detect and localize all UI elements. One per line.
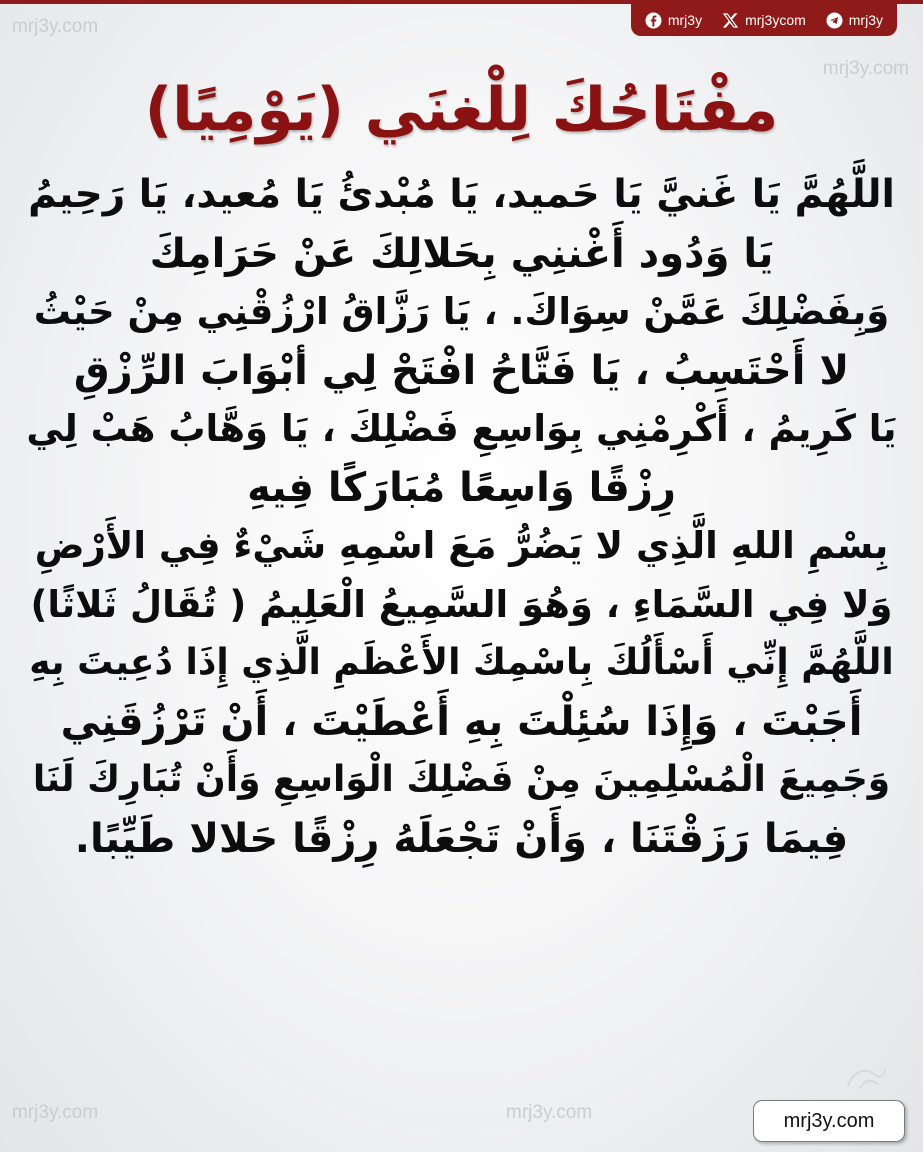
social-telegram[interactable] xyxy=(826,12,883,29)
dua-line: فِيمَا رَزَقْتَنَا ، وَأَنْ تَجْعَلَهُ رِزْقًا حَلالا طَيِّبًا. xyxy=(74,815,849,862)
watermark-top-right: mrj3y.com xyxy=(822,58,909,79)
facebook-handle: mrj3y xyxy=(667,12,703,28)
x-handle: mrj3ycom xyxy=(745,12,806,28)
telegram-handle: mrj3y xyxy=(848,12,883,28)
watermark-bottom-left: mrj3y.com xyxy=(12,1102,99,1123)
x-icon xyxy=(722,12,739,29)
dua-line: وَبِفَضْلِكَ عَمَّنْ سِوَاكَ. ، يَا رَزَّاقُ ارْزُقْنِي مِنْ حَيْثُ xyxy=(33,290,890,333)
facebook-icon xyxy=(645,12,662,29)
dua-line: يَا كَرِيمُ ، أَكْرِمْنِي بِوَاسِعِ فَضْلِكَ ، يَا وَهَّابُ هَبْ لِي xyxy=(26,407,897,450)
decorative-ornament-icon xyxy=(844,1064,888,1094)
dua-line: بِسْمِ اللهِ الَّذِي لا يَضُرُّ مَعَ اسْمِهِ شَيْءٌ فِي الأَرْضِ xyxy=(34,524,889,567)
dua-line: يَا وَدُود أَغْننِي بِحَلالِكَ عَنْ حَرَامِكَ xyxy=(149,230,774,277)
social-x[interactable] xyxy=(722,12,806,29)
dua-line: لا أَحْتَسِبُ ، يَا فَتَّاحُ افْتَحْ لِي أبْوَابَ الرِّزْقِ xyxy=(73,347,850,394)
dua-line: رِزْقًا وَاسِعًا مُبَارَكًا فِيهِ xyxy=(247,464,676,511)
social-facebook[interactable] xyxy=(645,12,702,29)
dua-text xyxy=(26,166,897,868)
site-badge[interactable]: mrj3y.com xyxy=(753,1100,905,1142)
dua-line: اللَّهُمَّ يَا غَنيَّ يَا حَميد، يَا مُبْدئُ يَا مُعيد، يَا رَحِيمُ xyxy=(28,172,895,217)
dua-line: اللَّهُمَّ إِنِّي أَسْأَلُكَ بِاسْمِكَ الأَعْظَمِ الَّذِي إِذَا دُعِيتَ بِهِ xyxy=(29,642,894,683)
watermark-top-left: mrj3y.com xyxy=(12,16,99,37)
dua-line: أَجَبْتَ ، وَإِذَا سُئِلْتَ بِهِ أَعْطَيْتَ ، أَنْ تَرْزُقَنِي xyxy=(60,698,863,745)
watermark-bottom-center: mrj3y.com xyxy=(506,1102,593,1123)
dua-line: وَجَمِيعَ الْمُسْلِمِينَ مِنْ فَضْلِكَ الْوَاسِعِ وَأَنْ تُبَارِكَ لَنَا xyxy=(32,759,891,800)
social-links-bar xyxy=(631,4,897,36)
telegram-icon xyxy=(826,12,843,29)
dua-line: وَلا فِي السَّمَاءِ ، وَهُوَ السَّمِيعُ الْعَلِيمُ ( تُقَالُ ثَلاثًا) xyxy=(30,582,893,626)
page-title: مفْتَاحُكَ لِلْغنَي (يَوْمِيًا) xyxy=(144,75,779,145)
